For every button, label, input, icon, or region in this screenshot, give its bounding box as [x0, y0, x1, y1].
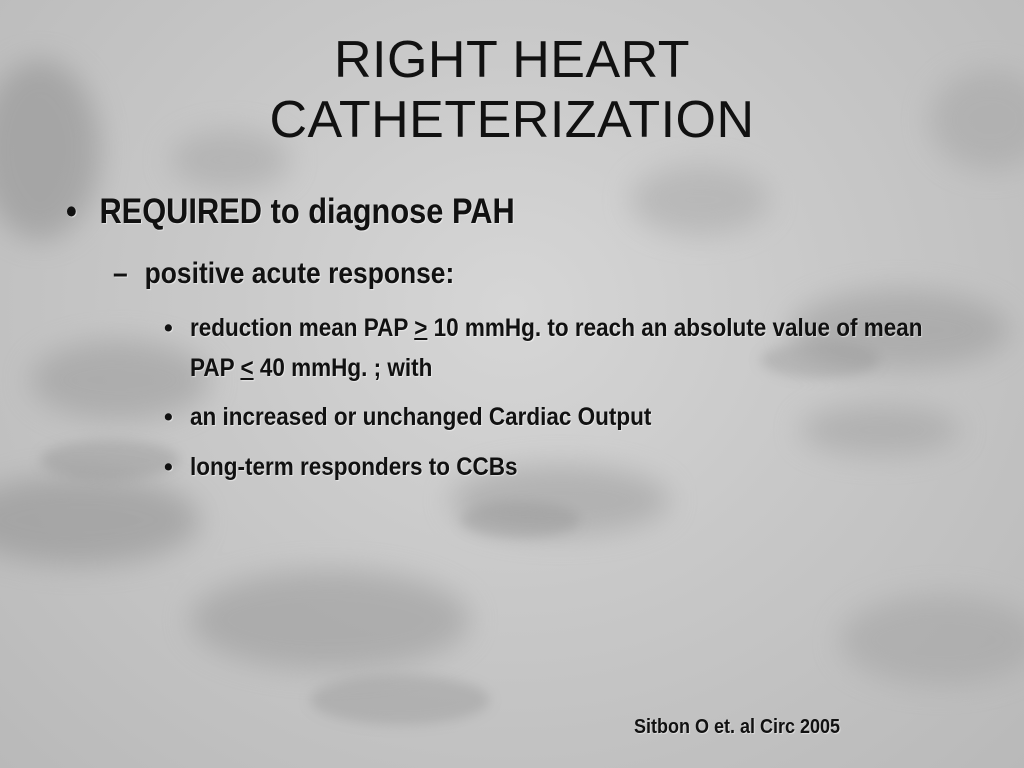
dash-marker: – [113, 257, 128, 290]
bullet-main-text: REQUIRED to diagnose PAH [99, 192, 515, 231]
bullet-marker: • [164, 314, 173, 342]
list-item-text: an increased or unchanged Cardiac Output [190, 403, 652, 431]
greater-equal-symbol: > [414, 314, 428, 342]
title-line-1: RIGHT HEART [333, 31, 691, 89]
text-part: 40 mmHg. ; with [253, 354, 433, 382]
text-part: reduction mean PAP [190, 314, 415, 342]
bullet-marker: • [164, 453, 173, 481]
bullet-sub-text: positive acute response: [144, 257, 455, 290]
title-line-2: CATHETERIZATION [269, 91, 755, 149]
citation: Sitbon O et. al Circ 2005 [634, 716, 841, 738]
less-equal-symbol: < [240, 354, 254, 382]
text-part: 10 mmHg. to reach an absolute value of mean PAP [190, 314, 923, 382]
list-item-text: long-term responders to CCBs [190, 453, 518, 481]
bullet-marker: • [66, 192, 77, 231]
slide-title [0, 30, 1024, 150]
list-item-text [190, 308, 937, 388]
bullet-marker: • [164, 403, 173, 431]
